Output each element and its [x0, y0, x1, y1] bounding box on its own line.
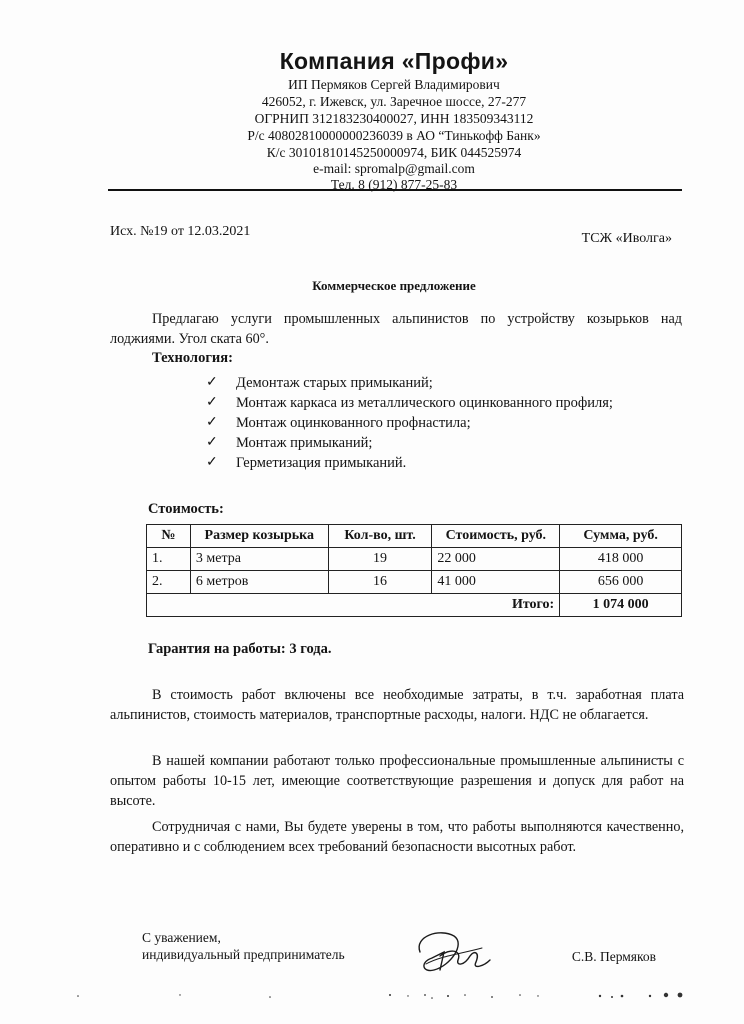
technology-heading: Технология:	[152, 350, 233, 366]
paragraph-quality	[110, 817, 684, 857]
signer-position: индивидуальный предприниматель	[142, 947, 345, 962]
table-row	[147, 548, 682, 571]
cost-table	[146, 524, 682, 617]
signer-name: С.В. Пермяков	[571, 949, 656, 964]
requisite-address: 426052, г. Ижевск, ул. Заречное шоссе, 27-277	[261, 94, 527, 109]
list-item	[206, 393, 686, 413]
paragraph-costs	[110, 685, 684, 725]
warranty-note: Гарантия на работы: 3 года.	[148, 641, 332, 657]
requisite-phone: Тел. 8 (912) 877-25-83	[330, 177, 458, 192]
requisite-corr-account: К/с 30101810145250000974, БИК 044525974	[266, 145, 522, 160]
requisite-ogrnip: ОГРНИП 312183230400027, ИНН 183509343112	[254, 111, 534, 126]
paragraph-text: В стоимость работ включены все необходимые затраты, в т.ч. заработная плата альпинистов, стоимость материалов, транспортные расходы, налоги. НДС не облагается.	[110, 687, 684, 723]
company-name: Компания «Профи»	[279, 48, 509, 74]
cost-heading: Стоимость:	[148, 501, 224, 517]
requisite-account: Р/с 40802810000000236039 в АО “Тинькофф Банк»	[247, 128, 541, 143]
checkmark-icon: ✓	[206, 455, 218, 470]
cell-number: 2.	[147, 571, 191, 594]
handwritten-signature	[410, 926, 492, 978]
paragraph-text: В нашей компании работают только профессиональные промышленные альпинисты с опытом работы 10-15 лет, имеющие соответствующие разрешения и допуск для работ на высоте.	[110, 753, 684, 809]
cell-price: 41 000	[432, 571, 560, 594]
document-title: Коммерческое предложение	[312, 278, 476, 293]
col-price-header: Стоимость, руб.	[432, 525, 560, 548]
list-item	[206, 413, 686, 433]
intro-text: Предлагаю услуги промышленных альпинистов по устройству козырьков над лоджиями. Угол ската 60°.	[110, 311, 682, 347]
cell-number: 1.	[147, 548, 191, 571]
total-value: 1 074 000	[560, 594, 682, 617]
list-item-text: Монтаж примыканий;	[236, 435, 373, 451]
table-header-row	[147, 525, 682, 548]
cell-price: 22 000	[432, 548, 560, 571]
requisite-owner: ИП Пермяков Сергей Владимирович	[288, 77, 500, 92]
list-item	[206, 453, 686, 473]
outgoing-reference: Исх. №19 от 12.03.2021	[110, 224, 251, 239]
col-qty-header: Кол-во, шт.	[328, 525, 432, 548]
list-item	[206, 373, 686, 393]
requisite-email: e-mail: spromalp@gmail.com	[313, 161, 475, 176]
col-size-header: Размер козырька	[190, 525, 328, 548]
cell-sum: 418 000	[560, 548, 682, 571]
table-total-row	[147, 594, 682, 617]
scan-artifact-dots	[60, 986, 700, 1006]
cell-size: 3 метра	[190, 548, 328, 571]
list-item	[206, 433, 686, 453]
checkmark-icon: ✓	[206, 415, 218, 430]
paragraph-text: Сотрудничая с нами, Вы будете уверены в том, что работы выполняются качественно, оперативно и с соблюдением всех требований безопасности высотных работ.	[110, 819, 684, 855]
list-item-text: Монтаж каркаса из металлического оцинкованного профиля;	[236, 395, 613, 411]
list-item-text: Герметизация примыканий.	[236, 455, 407, 471]
technology-list	[206, 373, 686, 473]
col-sum-header: Сумма, руб.	[560, 525, 682, 548]
checkmark-icon: ✓	[206, 375, 218, 390]
total-label: Итого:	[147, 594, 560, 617]
header-divider	[108, 189, 682, 191]
col-number-header: №	[147, 525, 191, 548]
cell-qty: 16	[328, 571, 432, 594]
list-item-text: Демонтаж старых примыканий;	[236, 375, 433, 391]
checkmark-icon: ✓	[206, 395, 218, 410]
list-item-text: Монтаж оцинкованного профнастила;	[236, 415, 471, 431]
intro-paragraph	[110, 309, 682, 349]
checkmark-icon: ✓	[206, 435, 218, 450]
paragraph-team	[110, 751, 684, 811]
cell-size: 6 метров	[190, 571, 328, 594]
recipient: ТСЖ «Иволга»	[581, 231, 672, 246]
table-row	[147, 571, 682, 594]
cell-qty: 19	[328, 548, 432, 571]
cell-sum: 656 000	[560, 571, 682, 594]
closing-regards: С уважением,	[142, 930, 221, 945]
